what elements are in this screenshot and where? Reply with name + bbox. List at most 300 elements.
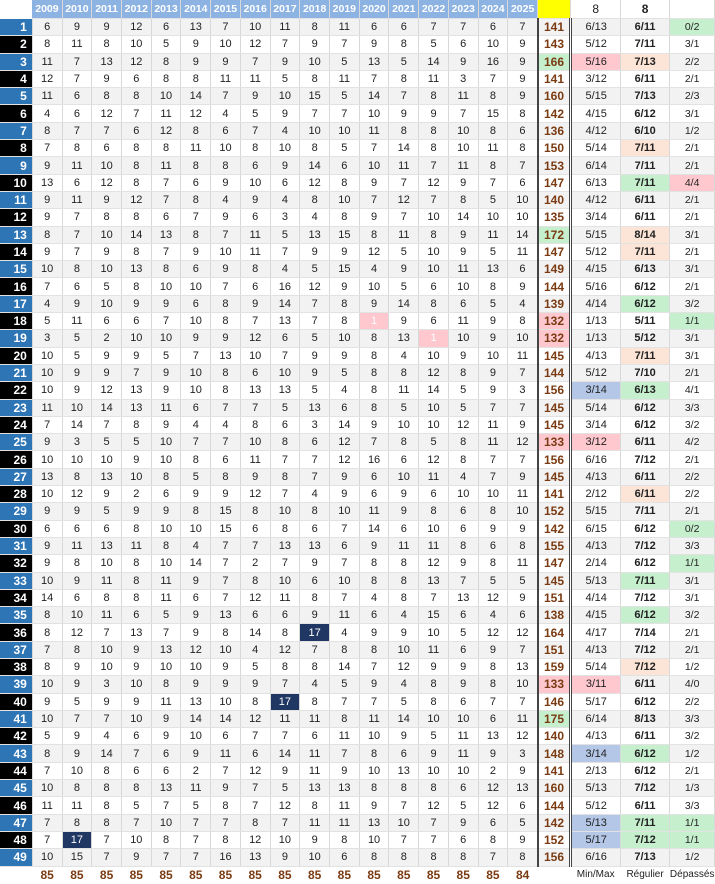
count-cell: 11 [389, 157, 419, 174]
count-cell: 9 [508, 762, 538, 779]
regular-cell: 6/12 [620, 416, 669, 433]
count-cell: 5 [448, 399, 478, 416]
count-cell: 11 [508, 243, 538, 260]
count-cell: 6 [389, 19, 419, 36]
regular-cell: 7/13 [620, 849, 669, 866]
footer-corner [0, 866, 32, 884]
ball-number: 48 [0, 831, 32, 848]
regular-cell: 6/11 [620, 191, 669, 208]
count-cell: 9 [329, 278, 359, 295]
count-cell: 9 [151, 728, 181, 745]
count-cell: 4 [359, 261, 389, 278]
count-cell: 8 [329, 174, 359, 191]
table-row [0, 364, 715, 381]
count-cell: 12 [300, 174, 330, 191]
minmax-cell: 6/13 [571, 174, 620, 191]
count-cell: 8 [121, 243, 151, 260]
count-cell: 6 [121, 607, 151, 624]
year-header: 2009 [32, 0, 62, 19]
count-cell: 8 [448, 364, 478, 381]
minmax-cell: 5/17 [571, 831, 620, 848]
minmax-cell: 5/17 [571, 693, 620, 710]
count-cell: 13 [508, 780, 538, 797]
exceeded-cell: 2/1 [670, 503, 715, 520]
count-cell: 10 [62, 762, 92, 779]
count-cell: 11 [419, 468, 449, 485]
count-cell: 12 [92, 382, 122, 399]
count-cell: 8 [62, 780, 92, 797]
count-cell: 10 [359, 831, 389, 848]
count-cell: 8 [329, 641, 359, 658]
regular-cell: 7/11 [620, 503, 669, 520]
count-cell: 6 [389, 520, 419, 537]
count-cell: 13 [448, 589, 478, 606]
regular-cell: 6/12 [620, 105, 669, 122]
year-total: 85 [181, 866, 211, 884]
count-cell: 7 [211, 537, 241, 554]
count-cell: 11 [32, 88, 62, 105]
ball-number: 37 [0, 641, 32, 658]
count-cell: 11 [121, 537, 151, 554]
count-cell: 8 [62, 140, 92, 157]
count-cell: 7 [329, 693, 359, 710]
count-cell: 6 [359, 486, 389, 503]
exceeded-cell: 1/1 [670, 814, 715, 831]
year-total: 85 [92, 866, 122, 884]
count-cell: 8 [92, 762, 122, 779]
table-row [0, 105, 715, 122]
count-cell: 5 [478, 572, 508, 589]
regular-cell: 6/11 [620, 676, 669, 693]
count-cell: 8 [478, 503, 508, 520]
count-cell: 8 [329, 209, 359, 226]
row-total: 152 [538, 831, 571, 848]
count-cell: 9 [448, 174, 478, 191]
year-header: 2020 [359, 0, 389, 19]
count-cell: 7 [62, 243, 92, 260]
count-cell: 16 [270, 278, 300, 295]
count-cell: 7 [32, 762, 62, 779]
count-cell: 7 [211, 226, 241, 243]
count-cell: 12 [32, 70, 62, 87]
count-cell: 7 [151, 174, 181, 191]
count-cell: 10 [508, 676, 538, 693]
count-cell: 10 [32, 347, 62, 364]
count-cell: 13 [300, 399, 330, 416]
count-cell: 12 [389, 191, 419, 208]
row-total: 160 [538, 780, 571, 797]
count-cell: 6 [300, 520, 330, 537]
count-cell: 10 [419, 710, 449, 727]
regular-cell: 8/13 [620, 710, 669, 727]
count-cell: 8 [448, 849, 478, 866]
row-total: 144 [538, 797, 571, 814]
count-cell: 6 [151, 209, 181, 226]
minmax-cell: 2/12 [571, 486, 620, 503]
count-cell: 7 [300, 313, 330, 330]
exceeded-cell: 3/2 [670, 728, 715, 745]
count-cell: 6 [359, 468, 389, 485]
count-cell: 13 [478, 728, 508, 745]
row-total: 141 [538, 19, 571, 36]
exceeded-cell: 3/3 [670, 710, 715, 727]
count-cell: 9 [211, 53, 241, 70]
minmax-cell: 3/12 [571, 434, 620, 451]
count-cell: 10 [151, 520, 181, 537]
year-total: 85 [211, 866, 241, 884]
count-cell: 14 [32, 589, 62, 606]
regular-cell: 6/12 [620, 555, 669, 572]
count-cell: 11 [448, 313, 478, 330]
count-cell: 8 [448, 537, 478, 554]
count-cell: 8 [270, 520, 300, 537]
count-cell: 8 [419, 503, 449, 520]
count-cell: 7 [419, 831, 449, 848]
row-total: 133 [538, 434, 571, 451]
count-cell: 10 [478, 36, 508, 53]
count-cell: 17 [300, 624, 330, 641]
count-cell: 6 [32, 520, 62, 537]
count-cell: 8 [211, 624, 241, 641]
count-cell: 5 [270, 780, 300, 797]
count-cell: 9 [359, 174, 389, 191]
count-cell: 13 [478, 261, 508, 278]
exceeded-cell: 2/1 [670, 624, 715, 641]
count-cell: 9 [121, 658, 151, 675]
count-cell: 9 [448, 555, 478, 572]
count-cell: 9 [270, 849, 300, 866]
exceeded-cell: 3/3 [670, 399, 715, 416]
count-cell: 11 [448, 728, 478, 745]
table-row [0, 416, 715, 433]
row-total: 146 [538, 693, 571, 710]
regular-cell: 7/11 [620, 157, 669, 174]
count-cell: 6 [121, 762, 151, 779]
count-cell: 10 [329, 503, 359, 520]
year-total: 85 [359, 866, 389, 884]
count-cell: 4 [508, 295, 538, 312]
ball-number: 22 [0, 382, 32, 399]
regular-cell: 6/11 [620, 209, 669, 226]
count-cell: 12 [419, 174, 449, 191]
count-cell: 11 [478, 226, 508, 243]
ball-number: 31 [0, 537, 32, 554]
count-cell: 5 [300, 330, 330, 347]
count-cell: 8 [389, 849, 419, 866]
count-cell: 11 [181, 780, 211, 797]
count-cell: 12 [270, 797, 300, 814]
row-total: 156 [538, 382, 571, 399]
table-row [0, 624, 715, 641]
count-cell: 5 [270, 226, 300, 243]
count-cell: 11 [151, 589, 181, 606]
count-cell: 10 [181, 278, 211, 295]
count-cell: 7 [121, 105, 151, 122]
count-cell: 7 [181, 347, 211, 364]
count-cell: 4 [211, 105, 241, 122]
count-cell: 9 [508, 88, 538, 105]
count-cell: 7 [92, 624, 122, 641]
count-cell: 9 [32, 693, 62, 710]
count-cell: 13 [329, 780, 359, 797]
table-body [0, 19, 715, 867]
count-cell: 8 [389, 555, 419, 572]
count-cell: 10 [270, 88, 300, 105]
count-cell: 9 [270, 762, 300, 779]
count-cell: 13 [121, 382, 151, 399]
count-cell: 10 [151, 278, 181, 295]
table-row [0, 243, 715, 260]
count-cell: 8 [151, 70, 181, 87]
count-cell: 10 [508, 330, 538, 347]
count-cell: 8 [32, 36, 62, 53]
count-cell: 14 [181, 88, 211, 105]
count-cell: 8 [151, 831, 181, 848]
count-cell: 11 [62, 797, 92, 814]
count-cell: 10 [419, 399, 449, 416]
count-cell: 7 [62, 53, 92, 70]
count-cell: 5 [270, 399, 300, 416]
count-cell: 8 [211, 157, 241, 174]
count-cell: 5 [478, 295, 508, 312]
count-cell: 10 [419, 209, 449, 226]
ball-number: 2 [0, 36, 32, 53]
year-header: 2014 [181, 0, 211, 19]
count-cell: 13 [211, 607, 241, 624]
count-cell: 8 [32, 658, 62, 675]
count-cell: 9 [181, 53, 211, 70]
regular-cell: 7/11 [620, 347, 669, 364]
count-cell: 9 [300, 36, 330, 53]
regular-cell: 6/11 [620, 797, 669, 814]
count-cell: 9 [62, 295, 92, 312]
ball-number: 29 [0, 503, 32, 520]
count-cell: 8 [62, 641, 92, 658]
count-cell: 6 [121, 70, 151, 87]
count-cell: 15 [419, 607, 449, 624]
count-cell: 11 [32, 53, 62, 70]
minmax-cell: 5/16 [571, 278, 620, 295]
count-cell: 7 [240, 53, 270, 70]
ball-number: 38 [0, 658, 32, 675]
count-cell: 8 [508, 313, 538, 330]
count-cell: 10 [151, 434, 181, 451]
count-cell: 7 [419, 157, 449, 174]
count-cell: 10 [32, 710, 62, 727]
count-cell: 11 [211, 745, 241, 762]
count-cell: 6 [270, 330, 300, 347]
count-cell: 8 [121, 589, 151, 606]
count-cell: 9 [300, 555, 330, 572]
count-cell: 5 [389, 243, 419, 260]
count-cell: 8 [32, 226, 62, 243]
count-cell: 12 [329, 451, 359, 468]
count-cell: 9 [359, 416, 389, 433]
count-cell: 6 [300, 728, 330, 745]
count-cell: 9 [270, 53, 300, 70]
count-cell: 8 [121, 278, 151, 295]
count-cell: 10 [32, 780, 62, 797]
count-cell: 7 [300, 295, 330, 312]
count-cell: 5 [32, 313, 62, 330]
count-cell: 8 [211, 468, 241, 485]
count-cell: 7 [389, 88, 419, 105]
minmax-cell: 5/14 [571, 140, 620, 157]
count-cell: 13 [389, 330, 419, 347]
count-cell: 8 [121, 174, 151, 191]
count-cell: 8 [240, 693, 270, 710]
count-cell: 8 [300, 140, 330, 157]
count-cell: 7 [92, 849, 122, 866]
year-header: 2018 [300, 0, 330, 19]
exceeded-cell: 3/2 [670, 416, 715, 433]
count-cell: 16 [478, 53, 508, 70]
count-cell: 9 [448, 658, 478, 675]
count-cell: 7 [62, 710, 92, 727]
count-cell: 8 [121, 572, 151, 589]
count-cell: 13 [359, 53, 389, 70]
count-cell: 4 [211, 191, 241, 208]
exceeded-cell: 1/2 [670, 122, 715, 139]
count-cell: 7 [359, 658, 389, 675]
year-total: 85 [300, 866, 330, 884]
count-cell: 7 [508, 451, 538, 468]
count-cell: 15 [329, 261, 359, 278]
count-cell: 9 [32, 555, 62, 572]
count-cell: 9 [181, 330, 211, 347]
count-cell: 3 [32, 330, 62, 347]
ball-number: 36 [0, 624, 32, 641]
count-cell: 7 [419, 191, 449, 208]
count-cell: 7 [448, 572, 478, 589]
ball-number: 13 [0, 226, 32, 243]
count-cell: 13 [151, 226, 181, 243]
count-cell: 7 [270, 555, 300, 572]
count-cell: 2 [121, 486, 151, 503]
minmax-cell: 4/17 [571, 624, 620, 641]
count-cell: 12 [270, 641, 300, 658]
table-row [0, 797, 715, 814]
count-cell: 4 [92, 728, 122, 745]
count-cell: 11 [300, 814, 330, 831]
regular-cell: 6/11 [620, 486, 669, 503]
count-cell: 8 [181, 451, 211, 468]
count-cell: 15 [211, 520, 241, 537]
count-cell: 9 [389, 261, 419, 278]
count-cell: 5 [181, 468, 211, 485]
count-cell: 6 [92, 313, 122, 330]
count-cell: 6 [240, 745, 270, 762]
count-cell: 11 [508, 486, 538, 503]
count-cell: 6 [419, 313, 449, 330]
count-cell: 8 [300, 70, 330, 87]
count-cell: 11 [448, 88, 478, 105]
count-cell: 8 [389, 364, 419, 381]
count-cell: 8 [181, 191, 211, 208]
count-cell: 6 [329, 849, 359, 866]
count-cell: 8 [300, 191, 330, 208]
year-header: 2015 [211, 0, 241, 19]
count-cell: 9 [240, 676, 270, 693]
count-cell: 5 [448, 797, 478, 814]
count-cell: 9 [92, 70, 122, 87]
count-cell: 10 [419, 416, 449, 433]
count-cell: 8 [508, 105, 538, 122]
count-cell: 7 [448, 105, 478, 122]
count-cell: 9 [211, 658, 241, 675]
count-cell: 6 [448, 36, 478, 53]
count-cell: 8 [359, 347, 389, 364]
count-cell: 10 [92, 157, 122, 174]
count-cell: 8 [389, 122, 419, 139]
count-cell: 12 [419, 364, 449, 381]
exceeded-cell: 4/2 [670, 434, 715, 451]
row-total: 151 [538, 589, 571, 606]
count-cell: 15 [62, 849, 92, 866]
count-cell: 9 [240, 295, 270, 312]
count-cell: 10 [211, 36, 241, 53]
count-cell: 7 [329, 520, 359, 537]
exceeded-cell: 1/2 [670, 849, 715, 866]
ball-number: 12 [0, 209, 32, 226]
count-cell: 10 [62, 451, 92, 468]
count-cell: 9 [32, 503, 62, 520]
count-cell: 14 [359, 88, 389, 105]
row-total: 156 [538, 849, 571, 866]
regular-header: 8 [620, 0, 669, 19]
count-cell: 9 [478, 382, 508, 399]
count-cell: 9 [240, 191, 270, 208]
count-cell: 12 [419, 797, 449, 814]
count-cell: 6 [121, 728, 151, 745]
table-row [0, 191, 715, 208]
count-cell: 7 [181, 434, 211, 451]
count-cell: 10 [92, 261, 122, 278]
count-cell: 8 [508, 537, 538, 554]
count-cell: 11 [389, 382, 419, 399]
row-total: 155 [538, 537, 571, 554]
regular-cell: 6/12 [620, 278, 669, 295]
exceeded-cell: 1/3 [670, 780, 715, 797]
count-cell: 10 [211, 693, 241, 710]
count-cell: 8 [121, 780, 151, 797]
count-cell: 8 [151, 676, 181, 693]
count-cell: 13 [151, 780, 181, 797]
table-row [0, 641, 715, 658]
count-cell: 8 [270, 434, 300, 451]
count-cell: 7 [92, 416, 122, 433]
count-cell: 11 [359, 122, 389, 139]
count-cell: 10 [300, 849, 330, 866]
count-cell: 12 [508, 434, 538, 451]
count-cell: 9 [448, 243, 478, 260]
count-cell: 6 [62, 88, 92, 105]
count-cell: 7 [181, 831, 211, 848]
minmax-cell: 3/14 [571, 745, 620, 762]
ball-number: 41 [0, 710, 32, 727]
count-cell: 11 [151, 693, 181, 710]
year-header: 2012 [121, 0, 151, 19]
year-header: 2023 [448, 0, 478, 19]
count-cell: 10 [329, 122, 359, 139]
regular-cell: 6/11 [620, 728, 669, 745]
count-cell: 9 [151, 295, 181, 312]
count-cell: 8 [121, 88, 151, 105]
year-total: 85 [329, 866, 359, 884]
exceeded-cell: 2/2 [670, 486, 715, 503]
count-cell: 7 [62, 70, 92, 87]
table-row [0, 140, 715, 157]
